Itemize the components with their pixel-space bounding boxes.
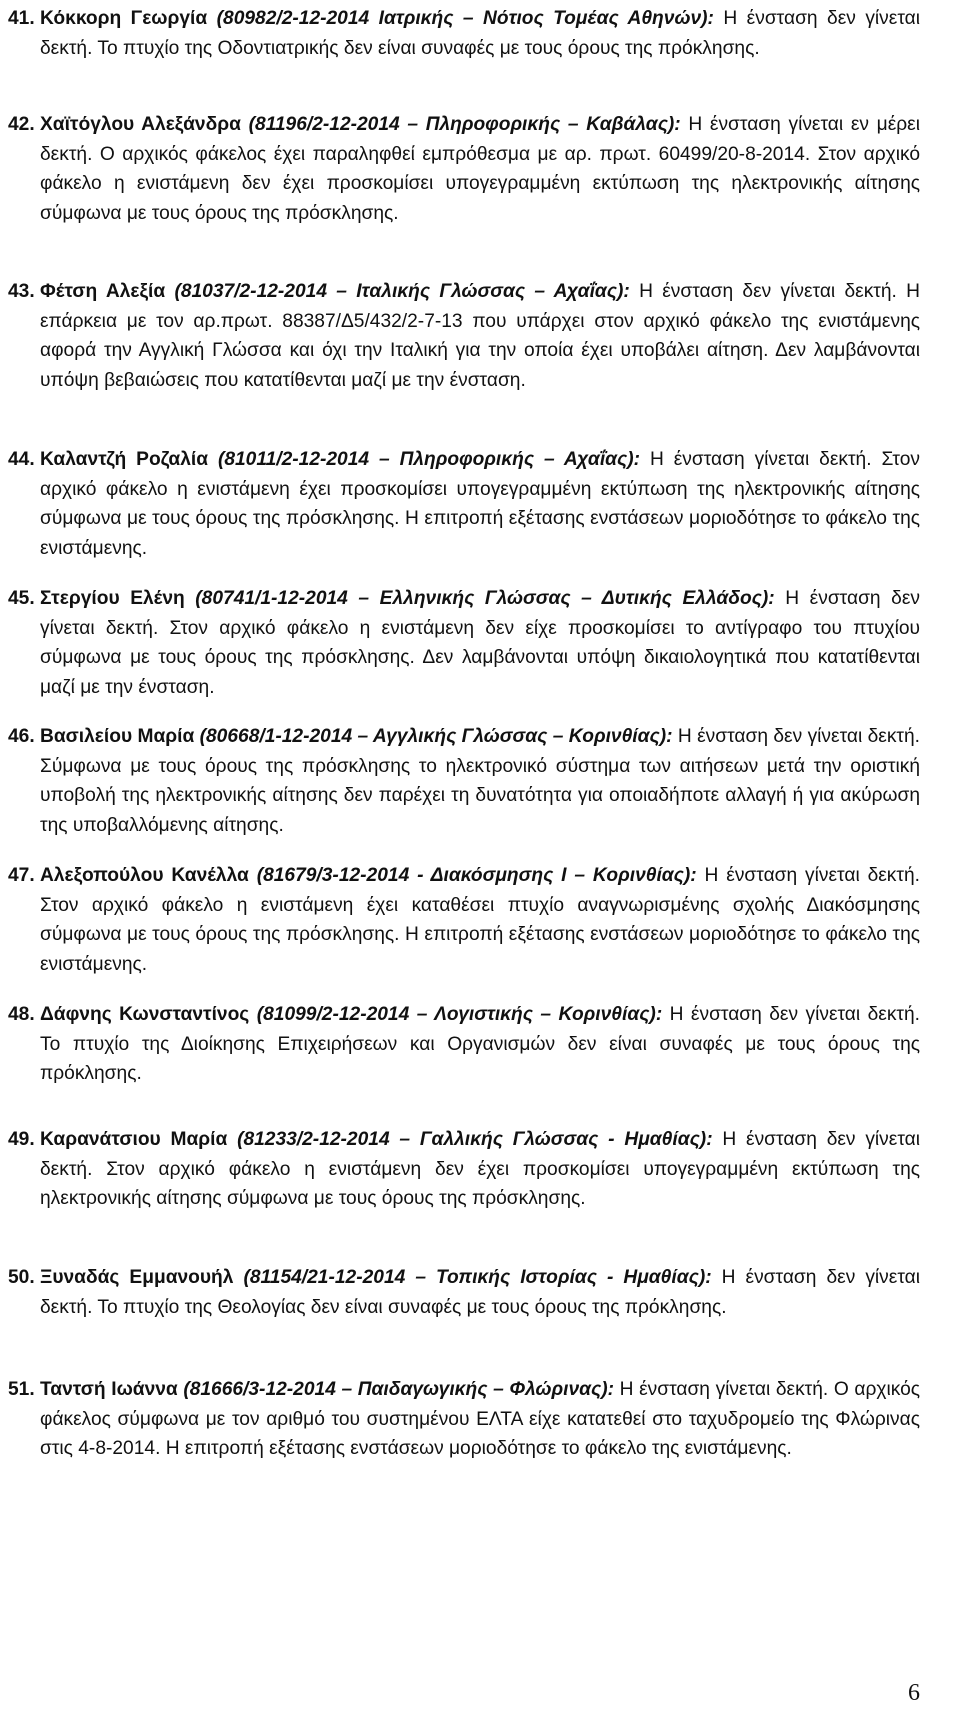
entry-41: [0, 4, 920, 63]
entry-code: (81099/2-12-2014 – Λογιστικής – Κορινθίας):: [256, 1004, 663, 1025]
entry-47: [0, 861, 920, 980]
entry-number: 44.: [8, 449, 35, 470]
entry-name: Αλεξοπούλου Κανέλλα: [40, 865, 257, 886]
entry-code: (81679/3-12-2014 - Διακόσμησης Ι – Κορινθίας):: [256, 865, 697, 886]
entry-number: 48.: [8, 1004, 35, 1025]
entry-51: [0, 1375, 920, 1464]
entry-49: [0, 1125, 920, 1214]
entry-number: 45.: [8, 588, 35, 609]
entry-number: 50.: [8, 1267, 35, 1288]
entry-number: 46.: [8, 726, 35, 747]
entry-code: (81233/2-12-2014 – Γαλλικής Γλώσσας - Ημαθίας):: [237, 1129, 713, 1150]
entry-number: 47.: [8, 865, 35, 886]
entry-name: Καλαντζή Ροζαλία: [40, 449, 218, 470]
entry-43: [0, 277, 920, 396]
entry-42: [0, 110, 920, 229]
entry-text: Η ένσταση γίνεται δεκτή. Στον αρχικό φάκελο η ενιστάμενη έχει προσκομίσει υπογεγραμμένη εκτύπωση της ηλεκτρονικής αίτησης σύμφωνα με τους όρους της πρόσκλησης. Η επιτροπή εξέτασης ενστάσεων μοριοδότησε το φάκελο της ενιστάμενης.: [40, 449, 920, 560]
entry-text: Η ένσταση δεν γίνεται δεκτή. Το πτυχίο της Διοίκησης Επιχειρήσεων και Οργανισμών δεν είναι συναφές με τους όρους της πρόκλησης.: [40, 1004, 920, 1085]
entry-code: (81666/3-12-2014 – Παιδαγωγικής – Φλώρινας):: [183, 1379, 615, 1400]
entry-name: Ξυναδάς Εμμανουήλ: [40, 1267, 244, 1288]
entry-name: Χαϊτόγλου Αλεξάνδρα: [40, 114, 249, 135]
entry-number: 51.: [8, 1379, 35, 1400]
entry-code: (80982/2-12-2014 Ιατρικής – Νότιος Τομέας Αθηνών):: [216, 8, 714, 29]
entry-45: [0, 584, 920, 703]
entry-text: Η ένσταση δεν γίνεται δεκτή. Στον αρχικό φάκελο η ενιστάμενη δεν έχει προσκομίσει υπογεγραμμένη εκτύπωση της ηλεκτρονικής αίτησης σύμφωνα με τους όρους της πρόσκλησης.: [40, 1129, 920, 1210]
entry-number: 41.: [8, 8, 35, 29]
entry-name: Καρανάτσιου Μαρία: [40, 1129, 238, 1150]
entry-text: Η ένσταση γίνεται εν μέρει δεκτή. Ο αρχικός φάκελος έχει παραληφθεί εμπρόθεσμα με αρ. πρωτ. 60499/20-8-2014. Στον αρχικό φάκελο η ενιστάμενη δεν έχει προσκομίσει υπογεγραμμένη εκτύπωση της ηλεκτρονικής αίτησης σύμφωνα με τους όρους της πρόσκλησης.: [40, 114, 920, 225]
entry-name: Ταντσή Ιωάννα: [40, 1379, 184, 1400]
page-number: 6: [908, 1680, 920, 1706]
entry-name: Κόκκορη Γεωργία: [40, 8, 217, 29]
entry-text: Η ένσταση δεν γίνεται δεκτή. Η επάρκεια με τον αρ.πρωτ. 88387/Δ5/432/2-7-13 που υπάρχει στον αρχικό φάκελο της ενιστάμενης αφορά την Αγγλική Γλώσσα και όχι την Ιταλική για την οποία έχει υποβάλει αίτηση. Δεν λαμβάνονται υπόψη βεβαιώσεις που κατατίθενται μαζί με την ένσταση.: [40, 281, 921, 392]
entry-text: Η ένσταση δεν γίνεται δεκτή. Το πτυχίο της Θεολογίας δεν είναι συναφές με τους όρους της πρόκλησης.: [40, 1267, 920, 1318]
entry-50: [0, 1263, 920, 1322]
entry-name: Φέτση Αλεξία: [40, 281, 175, 302]
entry-number: 42.: [8, 114, 35, 135]
entry-text: Η ένσταση γίνεται δεκτή. Ο αρχικός φάκελος σύμφωνα με τον αριθμό του συστημένου ΕΛΤΑ είχε κατατεθεί στο ταχυδρομείο της Φλώρινας στις 4-8-2014. Η επιτροπή εξέτασης ενστάσεων μοριοδότησε το φάκελο της ενιστάμενης.: [40, 1379, 920, 1460]
entry-text: Η ένσταση δεν γίνεται δεκτή. Στον αρχικό φάκελο η ενιστάμενη δεν είχε προσκομίσει το αντίγραφο του πτυχίου σύμφωνα με τους όρους της πρόσκλησης. Δεν λαμβάνονται υπόψη δικαιολογητικά που κατατίθενται μαζί με την ένσταση.: [40, 588, 920, 699]
entry-44: [0, 445, 920, 564]
entry-code: (81196/2-12-2014 – Πληροφορικής – Καβάλας):: [248, 114, 681, 135]
entry-text: Η ένσταση δεν γίνεται δεκτή. Σύμφωνα με τους όρους της πρόσκλησης το ηλεκτρονικό σύστημα των αιτήσεων μετά την οριστική υποβολή της ηλεκτρονικής αίτησης δεν παρέχει τη δυνατότητα για οποιαδήποτε αλλαγή ή για ακύρωση της υποβαλλόμενης αίτησης.: [40, 726, 921, 837]
entry-code: (80668/1-12-2014 – Αγγλικής Γλώσσας – Κορινθίας):: [199, 726, 673, 747]
entry-number: 49.: [8, 1129, 35, 1150]
entry-text: Η ένσταση δεν γίνεται δεκτή. Το πτυχίο της Οδοντιατρικής δεν είναι συναφές με τους όρους της πρόκλησης.: [40, 8, 920, 59]
entry-code: (81011/2-12-2014 – Πληροφορικής – Αχαΐας):: [217, 449, 641, 470]
entry-text: Η ένσταση γίνεται δεκτή. Στον αρχικό φάκελο η ενιστάμενη έχει καταθέσει πτυχίο αναγνωρισμένης σχολής Διακόσμησης σύμφωνα με τους όρους της πρόσκλησης. Η επιτροπή εξέτασης ενστάσεων μοριοδότησε το φάκελο της ενιστάμενης.: [40, 865, 920, 976]
entry-name: Στεργίου Ελένη: [40, 588, 196, 609]
entry-number: 43.: [8, 281, 35, 302]
entry-code: (81037/2-12-2014 – Ιταλικής Γλώσσας – Αχαΐας):: [174, 281, 630, 302]
entry-name: Δάφνης Κωνσταντίνος: [40, 1004, 257, 1025]
entry-48: [0, 1000, 920, 1089]
entry-code: (81154/21-12-2014 – Τοπικής Ιστορίας - Ημαθίας):: [243, 1267, 712, 1288]
entry-46: [0, 722, 920, 841]
entry-code: (80741/1-12-2014 – Ελληνικής Γλώσσας – Δυτικής Ελλάδος):: [195, 588, 775, 609]
entry-name: Βασιλείου Μαρία: [40, 726, 200, 747]
